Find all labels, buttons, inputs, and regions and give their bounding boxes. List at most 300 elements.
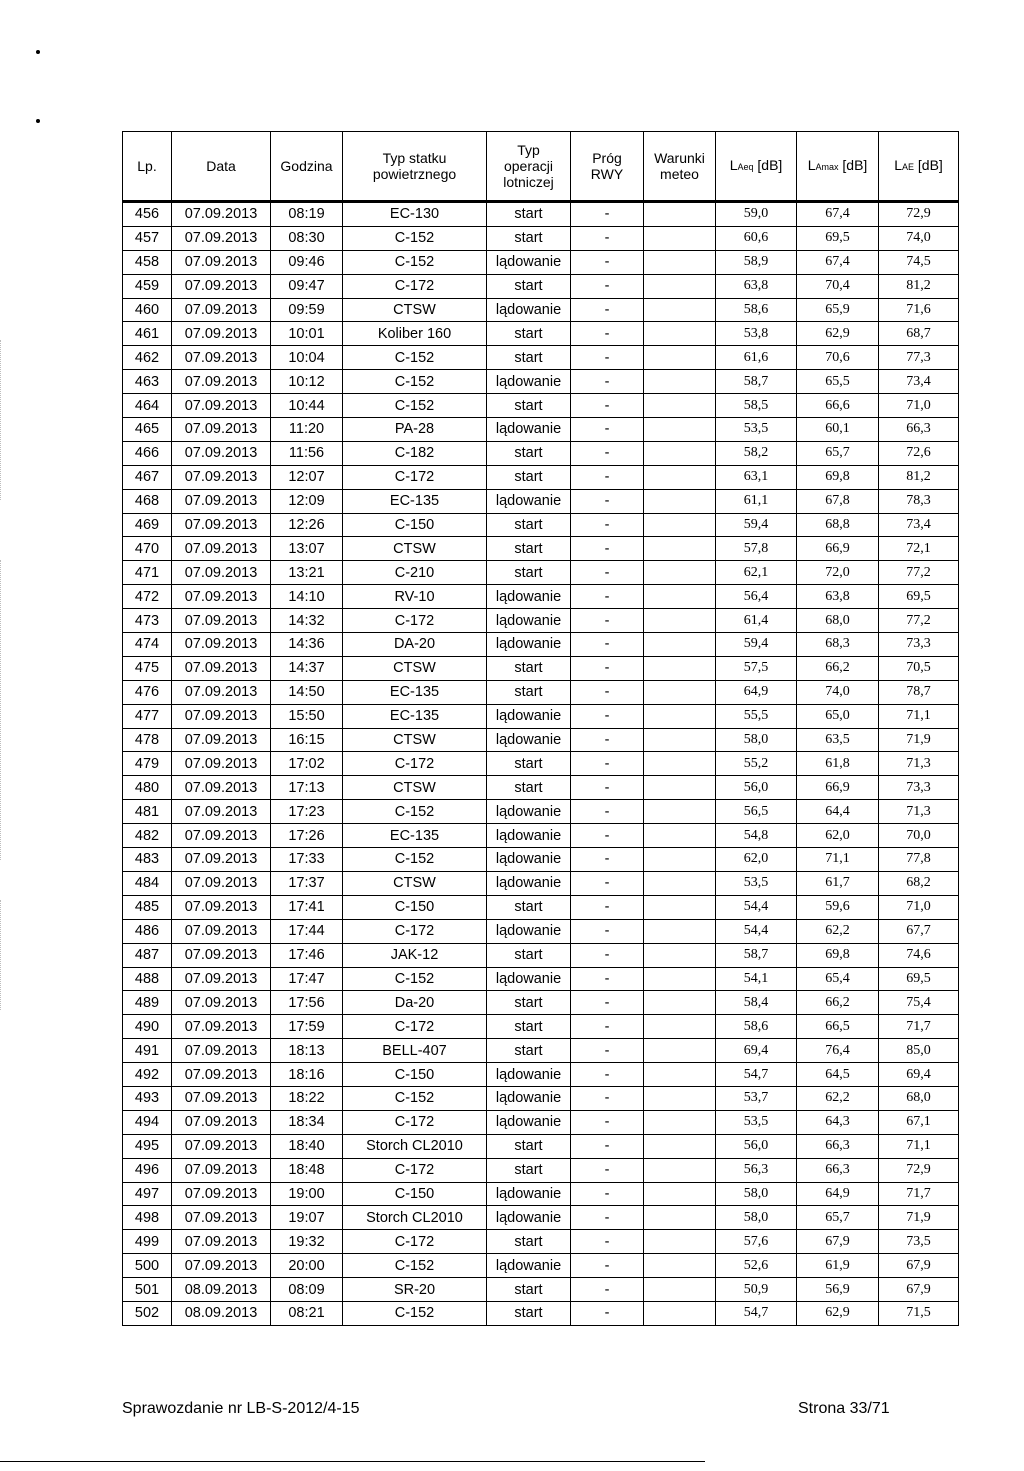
table-row	[123, 943, 959, 967]
time-cell: 18:48	[271, 1158, 343, 1182]
table-row	[123, 298, 959, 322]
table-row	[123, 1015, 959, 1039]
aircraft-type-cell: CTSW	[343, 298, 487, 322]
noise-measurement-table	[122, 131, 959, 1326]
time-cell: 17:23	[271, 800, 343, 824]
weather-cell	[644, 346, 716, 370]
time-cell: 08:30	[271, 226, 343, 250]
time-cell: 18:13	[271, 1039, 343, 1063]
table-row	[123, 1086, 959, 1110]
laeq-cell: 56,0	[716, 1134, 797, 1158]
weather-cell	[644, 1230, 716, 1254]
date-cell: 07.09.2013	[172, 1015, 271, 1039]
laeq-cell: 59,4	[716, 633, 797, 657]
laeq-cell: 58,0	[716, 1182, 797, 1206]
operation-type-cell: lądowanie	[487, 1110, 571, 1134]
lae-cell: 69,5	[879, 967, 959, 991]
table-row	[123, 418, 959, 442]
table-row	[123, 967, 959, 991]
laeq-cell: 55,2	[716, 752, 797, 776]
table-row	[123, 1301, 959, 1325]
runway-threshold-cell: -	[571, 1110, 644, 1134]
lae-cell: 72,6	[879, 441, 959, 465]
runway-threshold-cell: -	[571, 824, 644, 848]
operation-type-cell: start	[487, 680, 571, 704]
time-cell: 17:59	[271, 1015, 343, 1039]
time-cell: 18:22	[271, 1086, 343, 1110]
aircraft-type-cell: C-172	[343, 1110, 487, 1134]
time-cell: 10:12	[271, 370, 343, 394]
weather-cell	[644, 895, 716, 919]
table-row	[123, 1278, 959, 1302]
weather-cell	[644, 1110, 716, 1134]
table-row	[123, 1063, 959, 1087]
header-lamax: LAmax [dB]	[797, 132, 879, 202]
date-cell: 07.09.2013	[172, 202, 271, 227]
lp-cell: 456	[123, 202, 172, 227]
lae-cell: 78,3	[879, 489, 959, 513]
table-row	[123, 1230, 959, 1254]
date-cell: 07.09.2013	[172, 776, 271, 800]
runway-threshold-cell: -	[571, 394, 644, 418]
weather-cell	[644, 1182, 716, 1206]
lae-cell: 71,3	[879, 800, 959, 824]
weather-cell	[644, 1039, 716, 1063]
lp-cell: 486	[123, 919, 172, 943]
date-cell: 07.09.2013	[172, 680, 271, 704]
lp-cell: 473	[123, 609, 172, 633]
date-cell: 07.09.2013	[172, 513, 271, 537]
operation-type-cell: start	[487, 537, 571, 561]
lae-cell: 67,9	[879, 1254, 959, 1278]
aircraft-type-cell: C-152	[343, 1301, 487, 1325]
table-row	[123, 202, 959, 227]
weather-cell	[644, 656, 716, 680]
bottom-rule	[0, 1461, 705, 1462]
header-typ-statku: Typ statku powietrznego	[343, 132, 487, 202]
laeq-cell: 61,1	[716, 489, 797, 513]
runway-threshold-cell: -	[571, 656, 644, 680]
weather-cell	[644, 919, 716, 943]
time-cell: 17:41	[271, 895, 343, 919]
aircraft-type-cell: C-150	[343, 1182, 487, 1206]
lamax-cell: 70,4	[797, 274, 879, 298]
operation-type-cell: start	[487, 226, 571, 250]
aircraft-type-cell: C-152	[343, 370, 487, 394]
runway-threshold-cell: -	[571, 848, 644, 872]
time-cell: 18:34	[271, 1110, 343, 1134]
operation-type-cell: lądowanie	[487, 250, 571, 274]
runway-threshold-cell: -	[571, 1086, 644, 1110]
aircraft-type-cell: C-152	[343, 1254, 487, 1278]
runway-threshold-cell: -	[571, 322, 644, 346]
table-row	[123, 1110, 959, 1134]
lp-cell: 497	[123, 1182, 172, 1206]
laeq-cell: 63,8	[716, 274, 797, 298]
scan-margin-line	[0, 900, 3, 1010]
date-cell: 07.09.2013	[172, 465, 271, 489]
aircraft-type-cell: C-150	[343, 1063, 487, 1087]
lamax-cell: 70,6	[797, 346, 879, 370]
lamax-cell: 64,4	[797, 800, 879, 824]
laeq-cell: 58,7	[716, 370, 797, 394]
runway-threshold-cell: -	[571, 704, 644, 728]
time-cell: 14:10	[271, 585, 343, 609]
operation-type-cell: lądowanie	[487, 633, 571, 657]
table-row	[123, 274, 959, 298]
lae-cell: 73,3	[879, 633, 959, 657]
lamax-cell: 65,7	[797, 441, 879, 465]
lp-cell: 494	[123, 1110, 172, 1134]
scan-dot	[36, 50, 40, 54]
lae-cell: 77,2	[879, 609, 959, 633]
laeq-cell: 53,5	[716, 1110, 797, 1134]
date-cell: 07.09.2013	[172, 537, 271, 561]
lp-cell: 475	[123, 656, 172, 680]
laeq-cell: 53,7	[716, 1086, 797, 1110]
operation-type-cell: start	[487, 513, 571, 537]
header-typ-operacji: Typ operacji lotniczej	[487, 132, 571, 202]
lae-cell: 71,9	[879, 728, 959, 752]
time-cell: 14:32	[271, 609, 343, 633]
time-cell: 17:46	[271, 943, 343, 967]
time-cell: 17:37	[271, 871, 343, 895]
laeq-cell: 62,0	[716, 848, 797, 872]
operation-type-cell: start	[487, 346, 571, 370]
date-cell: 07.09.2013	[172, 800, 271, 824]
lae-cell: 71,7	[879, 1182, 959, 1206]
date-cell: 07.09.2013	[172, 1182, 271, 1206]
weather-cell	[644, 609, 716, 633]
aircraft-type-cell: PA-28	[343, 418, 487, 442]
lae-cell: 68,2	[879, 871, 959, 895]
laeq-cell: 52,6	[716, 1254, 797, 1278]
operation-type-cell: lądowanie	[487, 609, 571, 633]
lp-cell: 492	[123, 1063, 172, 1087]
lae-cell: 78,7	[879, 680, 959, 704]
aircraft-type-cell: EC-130	[343, 202, 487, 227]
lae-cell: 81,2	[879, 274, 959, 298]
lamax-cell: 64,3	[797, 1110, 879, 1134]
lamax-cell: 62,2	[797, 1086, 879, 1110]
lp-cell: 480	[123, 776, 172, 800]
aircraft-type-cell: JAK-12	[343, 943, 487, 967]
time-cell: 09:47	[271, 274, 343, 298]
time-cell: 19:32	[271, 1230, 343, 1254]
lae-cell: 69,4	[879, 1063, 959, 1087]
time-cell: 17:33	[271, 848, 343, 872]
weather-cell	[644, 274, 716, 298]
lae-cell: 73,4	[879, 513, 959, 537]
table-row	[123, 585, 959, 609]
lamax-cell: 64,9	[797, 1182, 879, 1206]
date-cell: 07.09.2013	[172, 489, 271, 513]
table-row	[123, 537, 959, 561]
lp-cell: 478	[123, 728, 172, 752]
weather-cell	[644, 418, 716, 442]
lae-cell: 73,5	[879, 1230, 959, 1254]
runway-threshold-cell: -	[571, 1278, 644, 1302]
lamax-cell: 68,0	[797, 609, 879, 633]
scan-margin-line	[0, 340, 3, 500]
weather-cell	[644, 848, 716, 872]
runway-threshold-cell: -	[571, 1182, 644, 1206]
time-cell: 12:09	[271, 489, 343, 513]
laeq-cell: 54,4	[716, 895, 797, 919]
lamax-cell: 61,8	[797, 752, 879, 776]
lamax-cell: 66,3	[797, 1158, 879, 1182]
runway-threshold-cell: -	[571, 1230, 644, 1254]
runway-threshold-cell: -	[571, 871, 644, 895]
operation-type-cell: start	[487, 322, 571, 346]
aircraft-type-cell: EC-135	[343, 489, 487, 513]
runway-threshold-cell: -	[571, 298, 644, 322]
lamax-cell: 62,2	[797, 919, 879, 943]
aircraft-type-cell: C-172	[343, 609, 487, 633]
runway-threshold-cell: -	[571, 537, 644, 561]
lae-cell: 85,0	[879, 1039, 959, 1063]
time-cell: 11:56	[271, 441, 343, 465]
time-cell: 18:16	[271, 1063, 343, 1087]
weather-cell	[644, 202, 716, 227]
lae-cell: 73,3	[879, 776, 959, 800]
laeq-cell: 54,7	[716, 1063, 797, 1087]
aircraft-type-cell: CTSW	[343, 776, 487, 800]
aircraft-type-cell: C-182	[343, 441, 487, 465]
aircraft-type-cell: C-172	[343, 1158, 487, 1182]
laeq-cell: 58,0	[716, 728, 797, 752]
lae-cell: 75,4	[879, 991, 959, 1015]
runway-threshold-cell: -	[571, 1158, 644, 1182]
lamax-cell: 67,4	[797, 250, 879, 274]
weather-cell	[644, 561, 716, 585]
aircraft-type-cell: CTSW	[343, 537, 487, 561]
lamax-cell: 66,9	[797, 776, 879, 800]
table-row	[123, 728, 959, 752]
operation-type-cell: start	[487, 943, 571, 967]
lp-cell: 457	[123, 226, 172, 250]
date-cell: 07.09.2013	[172, 967, 271, 991]
lp-cell: 470	[123, 537, 172, 561]
runway-threshold-cell: -	[571, 633, 644, 657]
weather-cell	[644, 824, 716, 848]
laeq-cell: 54,4	[716, 919, 797, 943]
lae-cell: 70,0	[879, 824, 959, 848]
table-row	[123, 656, 959, 680]
aircraft-type-cell: C-172	[343, 465, 487, 489]
operation-type-cell: lądowanie	[487, 919, 571, 943]
aircraft-type-cell: C-152	[343, 250, 487, 274]
table-row	[123, 824, 959, 848]
runway-threshold-cell: -	[571, 609, 644, 633]
lp-cell: 481	[123, 800, 172, 824]
runway-threshold-cell: -	[571, 250, 644, 274]
lp-cell: 489	[123, 991, 172, 1015]
table-row	[123, 991, 959, 1015]
table-row	[123, 1158, 959, 1182]
aircraft-type-cell: CTSW	[343, 871, 487, 895]
date-cell: 07.09.2013	[172, 943, 271, 967]
scan-margin-line	[0, 560, 3, 860]
lae-cell: 71,1	[879, 704, 959, 728]
time-cell: 09:46	[271, 250, 343, 274]
runway-threshold-cell: -	[571, 1301, 644, 1325]
time-cell: 14:37	[271, 656, 343, 680]
date-cell: 07.09.2013	[172, 704, 271, 728]
aircraft-type-cell: C-150	[343, 513, 487, 537]
table-row	[123, 250, 959, 274]
date-cell: 07.09.2013	[172, 370, 271, 394]
date-cell: 08.09.2013	[172, 1278, 271, 1302]
operation-type-cell: start	[487, 991, 571, 1015]
runway-threshold-cell: -	[571, 370, 644, 394]
lamax-cell: 67,9	[797, 1230, 879, 1254]
lamax-cell: 72,0	[797, 561, 879, 585]
operation-type-cell: lądowanie	[487, 800, 571, 824]
lae-cell: 68,7	[879, 322, 959, 346]
table-row	[123, 776, 959, 800]
weather-cell	[644, 441, 716, 465]
lae-cell: 67,9	[879, 1278, 959, 1302]
aircraft-type-cell: RV-10	[343, 585, 487, 609]
lp-cell: 477	[123, 704, 172, 728]
scan-dot	[36, 119, 40, 123]
date-cell: 07.09.2013	[172, 322, 271, 346]
laeq-cell: 57,5	[716, 656, 797, 680]
laeq-cell: 54,8	[716, 824, 797, 848]
lp-cell: 485	[123, 895, 172, 919]
operation-type-cell: start	[487, 895, 571, 919]
time-cell: 12:26	[271, 513, 343, 537]
table-row	[123, 848, 959, 872]
runway-threshold-cell: -	[571, 919, 644, 943]
lp-cell: 502	[123, 1301, 172, 1325]
weather-cell	[644, 1301, 716, 1325]
date-cell: 07.09.2013	[172, 274, 271, 298]
operation-type-cell: start	[487, 1158, 571, 1182]
table-row	[123, 226, 959, 250]
lae-cell: 74,0	[879, 226, 959, 250]
operation-type-cell: start	[487, 776, 571, 800]
laeq-cell: 60,6	[716, 226, 797, 250]
laeq-cell: 59,0	[716, 202, 797, 227]
time-cell: 19:07	[271, 1206, 343, 1230]
date-cell: 07.09.2013	[172, 441, 271, 465]
weather-cell	[644, 1254, 716, 1278]
header-warunki-meteo: Warunki meteo	[644, 132, 716, 202]
lp-cell: 493	[123, 1086, 172, 1110]
header-lp: Lp.	[123, 132, 172, 202]
lamax-cell: 69,8	[797, 943, 879, 967]
runway-threshold-cell: -	[571, 513, 644, 537]
runway-threshold-cell: -	[571, 418, 644, 442]
weather-cell	[644, 1206, 716, 1230]
runway-threshold-cell: -	[571, 776, 644, 800]
operation-type-cell: lądowanie	[487, 1254, 571, 1278]
aircraft-type-cell: BELL-407	[343, 1039, 487, 1063]
lamax-cell: 76,4	[797, 1039, 879, 1063]
lp-cell: 467	[123, 465, 172, 489]
time-cell: 14:36	[271, 633, 343, 657]
table-row	[123, 633, 959, 657]
time-cell: 10:44	[271, 394, 343, 418]
lamax-cell: 68,3	[797, 633, 879, 657]
laeq-cell: 54,1	[716, 967, 797, 991]
time-cell: 10:01	[271, 322, 343, 346]
weather-cell	[644, 633, 716, 657]
header-lae: LAE [dB]	[879, 132, 959, 202]
table-row	[123, 513, 959, 537]
lp-cell: 500	[123, 1254, 172, 1278]
operation-type-cell: start	[487, 1301, 571, 1325]
aircraft-type-cell: C-172	[343, 919, 487, 943]
lp-cell: 490	[123, 1015, 172, 1039]
time-cell: 17:56	[271, 991, 343, 1015]
lamax-cell: 65,7	[797, 1206, 879, 1230]
lamax-cell: 66,9	[797, 537, 879, 561]
weather-cell	[644, 537, 716, 561]
date-cell: 07.09.2013	[172, 250, 271, 274]
weather-cell	[644, 800, 716, 824]
weather-cell	[644, 1278, 716, 1302]
table-row	[123, 346, 959, 370]
operation-type-cell: lądowanie	[487, 298, 571, 322]
weather-cell	[644, 680, 716, 704]
date-cell: 07.09.2013	[172, 633, 271, 657]
laeq-cell: 57,8	[716, 537, 797, 561]
time-cell: 08:21	[271, 1301, 343, 1325]
time-cell: 17:44	[271, 919, 343, 943]
laeq-cell: 58,0	[716, 1206, 797, 1230]
date-cell: 07.09.2013	[172, 1063, 271, 1087]
lamax-cell: 63,8	[797, 585, 879, 609]
aircraft-type-cell: EC-135	[343, 680, 487, 704]
table-row	[123, 394, 959, 418]
laeq-cell: 62,1	[716, 561, 797, 585]
lp-cell: 495	[123, 1134, 172, 1158]
time-cell: 17:13	[271, 776, 343, 800]
laeq-cell: 58,6	[716, 298, 797, 322]
runway-threshold-cell: -	[571, 441, 644, 465]
lp-cell: 472	[123, 585, 172, 609]
aircraft-type-cell: CTSW	[343, 656, 487, 680]
lp-cell: 463	[123, 370, 172, 394]
runway-threshold-cell: -	[571, 274, 644, 298]
aircraft-type-cell: C-172	[343, 1230, 487, 1254]
date-cell: 07.09.2013	[172, 1039, 271, 1063]
time-cell: 13:07	[271, 537, 343, 561]
lp-cell: 476	[123, 680, 172, 704]
weather-cell	[644, 226, 716, 250]
date-cell: 07.09.2013	[172, 1158, 271, 1182]
date-cell: 07.09.2013	[172, 418, 271, 442]
lae-cell: 68,0	[879, 1086, 959, 1110]
table-row	[123, 1206, 959, 1230]
operation-type-cell: lądowanie	[487, 728, 571, 752]
weather-cell	[644, 704, 716, 728]
lamax-cell: 62,9	[797, 1301, 879, 1325]
page-number: Strona 33/71	[798, 1400, 890, 1417]
date-cell: 07.09.2013	[172, 1230, 271, 1254]
laeq-cell: 63,1	[716, 465, 797, 489]
runway-threshold-cell: -	[571, 680, 644, 704]
date-cell: 07.09.2013	[172, 346, 271, 370]
operation-type-cell: start	[487, 274, 571, 298]
header-laeq: LAeq [dB]	[716, 132, 797, 202]
lp-cell: 491	[123, 1039, 172, 1063]
weather-cell	[644, 1134, 716, 1158]
operation-type-cell: start	[487, 394, 571, 418]
